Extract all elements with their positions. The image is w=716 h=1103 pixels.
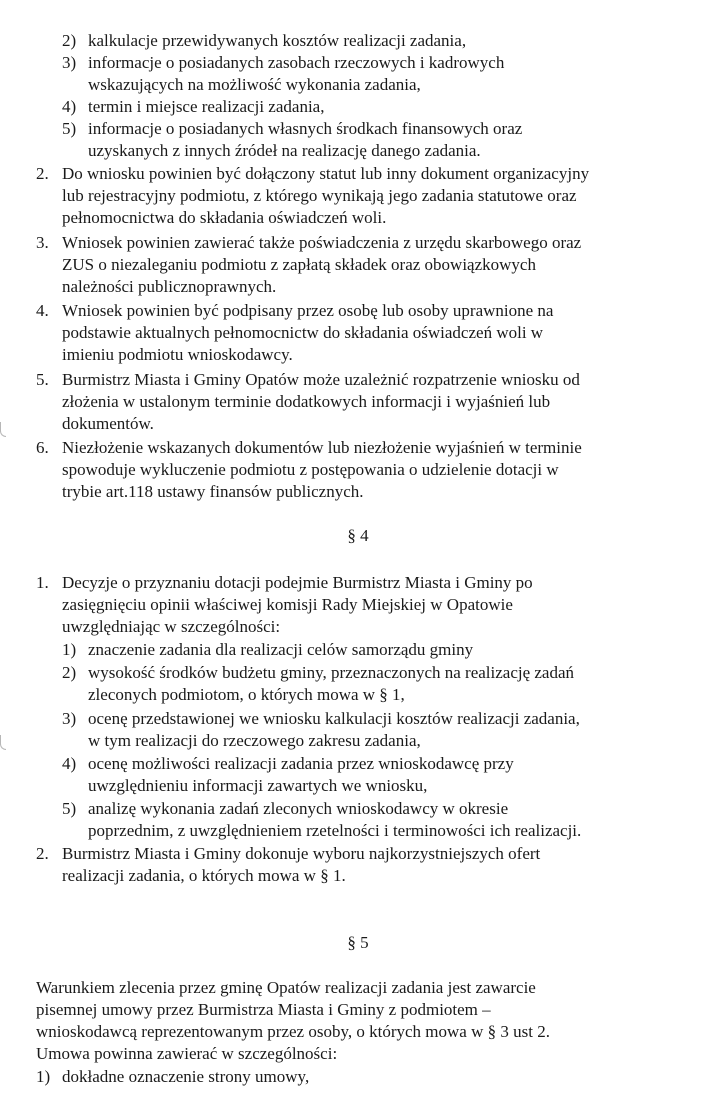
- list-number: 3.: [36, 233, 49, 252]
- document-text-line: zasięgnięciu opinii właściwej komisji Rady Miejskiej w Opatowie: [62, 595, 513, 614]
- document-text-line: lub rejestracyjny podmiotu, z którego wynikają jego zadania statutowe oraz: [62, 186, 577, 205]
- list-number: 4.: [36, 301, 49, 320]
- document-text-line: ocenę możliwości realizacji zadania przez wnioskodawcę przy: [88, 754, 514, 773]
- document-text-line: Burmistrz Miasta i Gminy dokonuje wyboru najkorzystniejszych ofert: [62, 844, 541, 863]
- list-number: 5.: [36, 370, 49, 389]
- document-text-line: wnioskodawcą reprezentowanym przez osoby, o których mowa w § 3 ust 2.: [36, 1022, 550, 1041]
- list-number: 5): [62, 799, 77, 818]
- list-number: 4): [62, 97, 77, 116]
- document-text-line: termin i miejsce realizacji zadania,: [88, 97, 325, 116]
- list-number: 1): [62, 640, 77, 659]
- document-text-line: spowoduje wykluczenie podmiotu z postępowania o udzielenie dotacji w: [62, 460, 559, 479]
- list-number: 2.: [36, 844, 49, 863]
- document-text-line: dokładne oznaczenie strony umowy,: [62, 1067, 310, 1086]
- scan-mark: [0, 422, 6, 437]
- list-number: 2.: [36, 164, 49, 183]
- document-text-line: wskazujących na możliwość wykonania zadania,: [88, 75, 421, 94]
- document-text-line: Wniosek powinien zawierać także poświadczenia z urzędu skarbowego oraz: [62, 233, 582, 252]
- document-text-line: podstawie aktualnych pełnomocnictw do składania oświadczeń woli w: [62, 323, 544, 342]
- document-text-line: wysokość środków budżetu gminy, przeznaczonych na realizację zadań: [88, 663, 575, 682]
- scan-mark: [0, 735, 6, 750]
- list-number: 1): [36, 1067, 51, 1086]
- document-text-line: trybie art.118 ustawy finansów publicznych.: [62, 482, 364, 501]
- document-text-line: Niezłożenie wskazanych dokumentów lub niezłożenie wyjaśnień w terminie: [62, 438, 582, 457]
- document-text-line: informacje o posiadanych własnych środkach finansowych oraz: [88, 119, 523, 138]
- document-text-line: ocenę przedstawionej we wniosku kalkulacji kosztów realizacji zadania,: [88, 709, 580, 728]
- document-text-line: kalkulacje przewidywanych kosztów realizacji zadania,: [88, 31, 467, 50]
- document-text-line: analizę wykonania zadań zleconych wnioskodawcy w okresie: [88, 799, 509, 818]
- section-heading: § 4: [347, 526, 369, 545]
- document-text-line: w tym realizacji do rzeczowego zakresu zadania,: [88, 731, 421, 750]
- document-text-line: informacje o posiadanych zasobach rzeczowych i kadrowych: [88, 53, 505, 72]
- list-number: 2): [62, 663, 77, 682]
- document-text-line: pisemnej umowy przez Burmistrza Miasta i Gminy z podmiotem –: [36, 1000, 491, 1019]
- document-text-line: należności publicznoprawnych.: [62, 277, 277, 296]
- document-text-line: Decyzje o przyznaniu dotacji podejmie Burmistrz Miasta i Gminy po: [62, 573, 533, 592]
- list-number: 6.: [36, 438, 49, 457]
- document-text-line: Wniosek powinien być podpisany przez osobę lub osoby uprawnione na: [62, 301, 554, 320]
- document-text-line: uwzględniając w szczególności:: [62, 617, 281, 636]
- document-text-line: poprzednim, z uwzględnieniem rzetelności i terminowości ich realizacji.: [88, 821, 582, 840]
- document-text-line: Umowa powinna zawierać w szczególności:: [36, 1044, 338, 1063]
- list-number: 2): [62, 31, 77, 50]
- document-text-line: złożenia w ustalonym terminie dodatkowych informacji i wyjaśnień lub: [62, 392, 551, 411]
- list-number: 4): [62, 754, 77, 773]
- document-text-line: zleconych podmiotom, o których mowa w § 1,: [88, 685, 405, 704]
- document-text-line: imieniu podmiotu wnioskodawcy.: [62, 345, 293, 364]
- document-text-line: pełnomocnictwa do składania oświadczeń woli.: [62, 208, 387, 227]
- document-text-line: Burmistrz Miasta i Gminy Opatów może uzależnić rozpatrzenie wniosku od: [62, 370, 580, 389]
- list-number: 5): [62, 119, 77, 138]
- document-text-line: Do wniosku powinien być dołączony statut lub inny dokument organizacyjny: [62, 164, 590, 183]
- list-number: 3): [62, 53, 77, 72]
- list-number: 1.: [36, 573, 49, 592]
- document-text-line: znaczenie zadania dla realizacji celów samorządu gminy: [88, 640, 474, 659]
- document-text-line: Warunkiem zlecenia przez gminę Opatów realizacji zadania jest zawarcie: [36, 978, 536, 997]
- document-text-line: uwzględnieniu informacji zawartych we wniosku,: [88, 776, 428, 795]
- document-text-line: realizacji zadania, o których mowa w § 1.: [62, 866, 346, 885]
- section-heading: § 5: [347, 933, 369, 952]
- document-text-line: uzyskanych z innych źródeł na realizację danego zadania.: [88, 141, 481, 160]
- document-text-line: dokumentów.: [62, 414, 154, 433]
- document-text-line: ZUS o niezaleganiu podmiotu z zapłatą składek oraz obowiązkowych: [62, 255, 536, 274]
- list-number: 3): [62, 709, 77, 728]
